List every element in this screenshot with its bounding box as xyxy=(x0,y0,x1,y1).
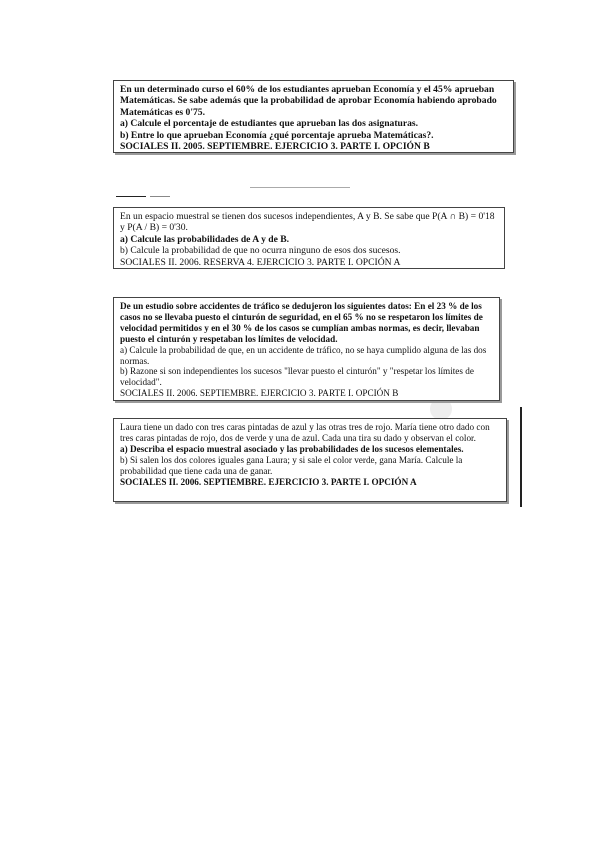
exercise-box-3 xyxy=(113,297,500,401)
exercise-4-part-b: b) Si salen los dos colores iguales gana Laura; y si sale el color verde, gana María. Calcule la probabilidad que tiene cada una de ganar. xyxy=(120,454,463,476)
exercise-4-statement: Laura tiene un dado con tres caras pintadas de azul y las otras tres de rojo. María tiene otro dado con tres caras pintadas de rojo, dos de verde y una de azul. Cada una tira su dado y observan el color. xyxy=(120,422,490,443)
exercise-box-2 xyxy=(113,207,505,269)
exercise-1-part-b: b) Entre lo que aprueban Economía ¿qué porcentaje aprueba Matemáticas?. xyxy=(120,129,434,141)
exercise-1-statement: En un determinado curso el 60% de los estudiantes aprueban Economía y el 45% aprueban Matemáticas. Se sabe además que la probabilidad de aprobar Economía habiendo aprobado Matemáticas es 0'75. xyxy=(120,84,497,118)
exercise-3-statement: De un estudio sobre accidentes de tráfico se dedujeron los siguientes datos: En el 23 % de los casos no se llevaba puesto el cinturón de seguridad, en el 65 % no se respetaron los límites de velocidad permitidos y en el 30 % de los casos se cumplían ambas normas, es decir, llevaban puesto el cinturón y respetaban los límites de velocidad. xyxy=(120,301,483,344)
exercise-4-reference: SOCIALES II. 2006. SEPTIEMBRE. EJERCICIO 3. PARTE I. OPCIÓN A xyxy=(120,476,417,487)
exercise-box-1 xyxy=(113,80,514,153)
exercise-2-reference: SOCIALES II. 2006. RESERVA 4. EJERCICIO 3. PARTE I. OPCIÓN A xyxy=(120,256,401,268)
scan-vertical-line xyxy=(520,407,522,507)
exercise-3-reference: SOCIALES II. 2006. SEPTIEMBRE. EJERCICIO 3. PARTE I. OPCIÓN B xyxy=(120,388,399,399)
scan-dots xyxy=(250,187,350,188)
watermark-logo xyxy=(430,398,452,420)
scan-dash-left xyxy=(116,196,146,197)
exercise-4-part-a: a) Describa el espacio muestral asociado y las probabilidades de los sucesos elementales. xyxy=(120,443,464,454)
exercise-2-statement: En un espacio muestral se tienen dos sucesos independientes, A y B. Se sabe que P(A ∩ B) = 0'18 y P(A / B) = 0'30. xyxy=(120,211,495,234)
exercise-box-4 xyxy=(113,418,507,502)
exercise-1-reference: SOCIALES II. 2005. SEPTIEMBRE. EJERCICIO 3. PARTE I. OPCIÓN B xyxy=(120,141,430,153)
exercise-1-part-a: a) Calcule el porcentaje de estudiantes que aprueban las dos asignaturas. xyxy=(120,118,419,130)
scan-dash-mid xyxy=(150,196,170,197)
exercise-3-part-b: b) Razone si son independientes los sucesos "llevar puesto el cinturón" y "respetar los límites de velocidad". xyxy=(120,366,474,388)
exercise-2-part-a: a) Calcule las probabilidades de A y de B. xyxy=(120,233,290,245)
exercise-3-part-a: a) Calcule la probabilidad de que, en un accidente de tráfico, no se haya cumplido alguna de las dos normas. xyxy=(120,344,487,366)
exercise-2-part-b: b) Calcule la probabilidad de que no ocurra ninguno de esos dos sucesos. xyxy=(120,245,401,257)
